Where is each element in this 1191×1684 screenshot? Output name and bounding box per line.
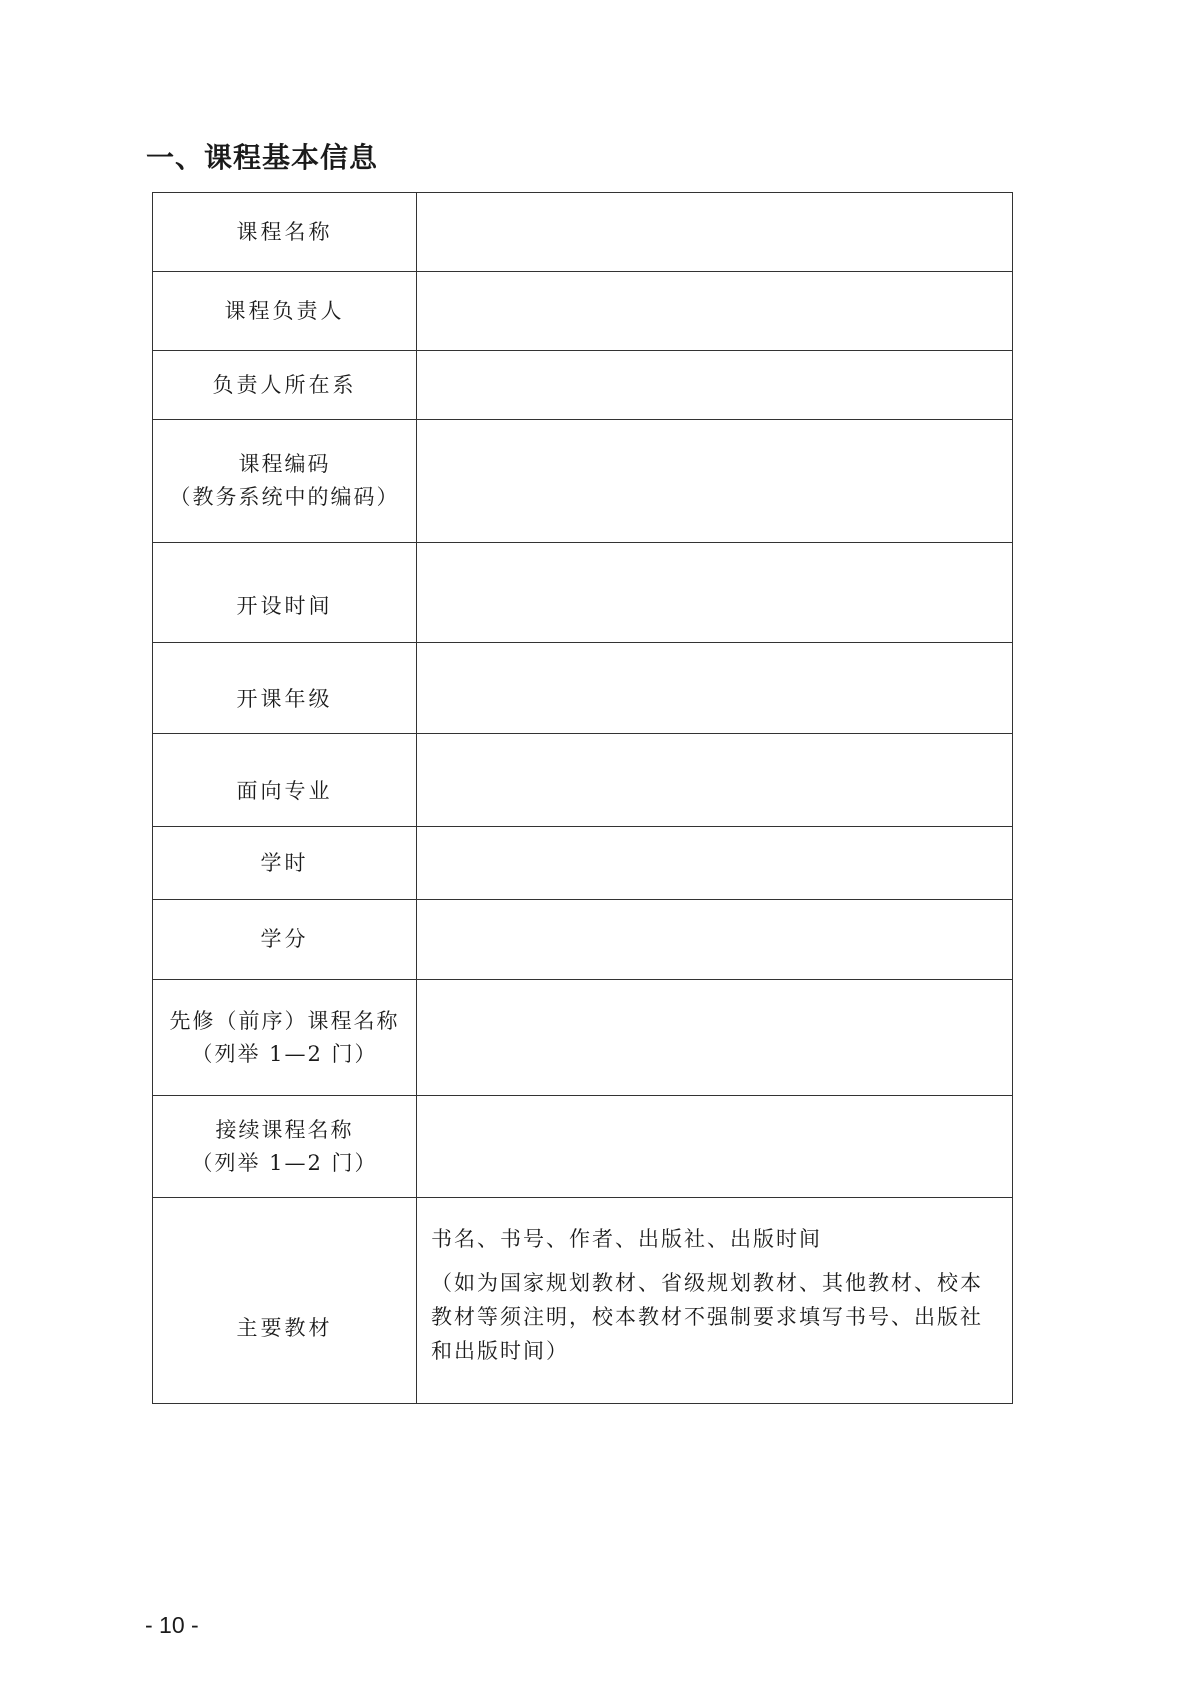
label-subtext: （列举 1—2 门） — [191, 1150, 378, 1175]
major-field[interactable] — [417, 734, 1013, 827]
row-label-course-leader — [153, 272, 417, 351]
table-row — [153, 643, 1013, 734]
row-label-hours — [153, 827, 417, 900]
label-text: 学时 — [260, 850, 309, 875]
row-label-course-code — [153, 420, 417, 543]
row-label-prerequisites — [153, 980, 417, 1096]
label-text: 课程负责人 — [224, 298, 345, 323]
grade-field[interactable] — [417, 643, 1013, 734]
textbook-instruction: 书名、书号、作者、出版社、出版时间 — [431, 1227, 822, 1251]
row-label-grade — [153, 643, 417, 734]
table-row — [153, 827, 1013, 900]
label-text: 课程编码 — [238, 452, 331, 477]
label-text: 主要教材 — [236, 1316, 333, 1341]
row-label-leader-department — [153, 351, 417, 420]
row-label-major — [153, 734, 417, 827]
course-leader-field[interactable] — [417, 272, 1013, 351]
table-row — [153, 980, 1013, 1096]
table-row — [153, 900, 1013, 980]
table-row — [153, 351, 1013, 420]
textbook-note: （如为国家规划教材、省级规划教材、其他教材、校本教材等须注明，校本教材不强制要求填写书号、出版社和出版时间） — [431, 1271, 983, 1363]
label-text: 先修（前序）课程名称 — [169, 1008, 400, 1033]
follow-up-courses-field[interactable] — [417, 1096, 1013, 1198]
page-number: - 10 - — [145, 1612, 199, 1638]
credits-field[interactable] — [417, 900, 1013, 980]
table-row — [153, 1198, 1013, 1404]
row-label-credits — [153, 900, 417, 980]
table-row — [153, 420, 1013, 543]
course-code-field[interactable] — [417, 420, 1013, 543]
table-row — [153, 543, 1013, 643]
row-label-follow-up-courses — [153, 1096, 417, 1198]
label-subtext: （教务系统中的编码） — [169, 485, 400, 509]
table-row — [153, 193, 1013, 272]
section-heading: 一、课程基本信息 — [146, 141, 379, 174]
label-subtext: （列举 1—2 门） — [191, 1041, 378, 1066]
label-text: 面向专业 — [236, 778, 333, 803]
row-label-start-time — [153, 543, 417, 643]
course-info-table — [152, 192, 1013, 1404]
course-name-field[interactable] — [417, 193, 1013, 272]
row-label-course-name — [153, 193, 417, 272]
table-row — [153, 734, 1013, 827]
label-text: 开设时间 — [236, 594, 333, 619]
row-label-textbook — [153, 1198, 417, 1404]
prerequisites-field[interactable] — [417, 980, 1013, 1096]
label-text: 学分 — [260, 927, 309, 952]
table-row — [153, 1096, 1013, 1198]
start-time-field[interactable] — [417, 543, 1013, 643]
hours-field[interactable] — [417, 827, 1013, 900]
label-text: 课程名称 — [236, 219, 333, 244]
leader-department-field[interactable] — [417, 351, 1013, 420]
table-row — [153, 272, 1013, 351]
label-text: 接续课程名称 — [215, 1117, 354, 1142]
label-text: 开课年级 — [236, 686, 333, 711]
textbook-field[interactable] — [417, 1198, 1013, 1404]
label-text: 负责人所在系 — [212, 372, 357, 397]
